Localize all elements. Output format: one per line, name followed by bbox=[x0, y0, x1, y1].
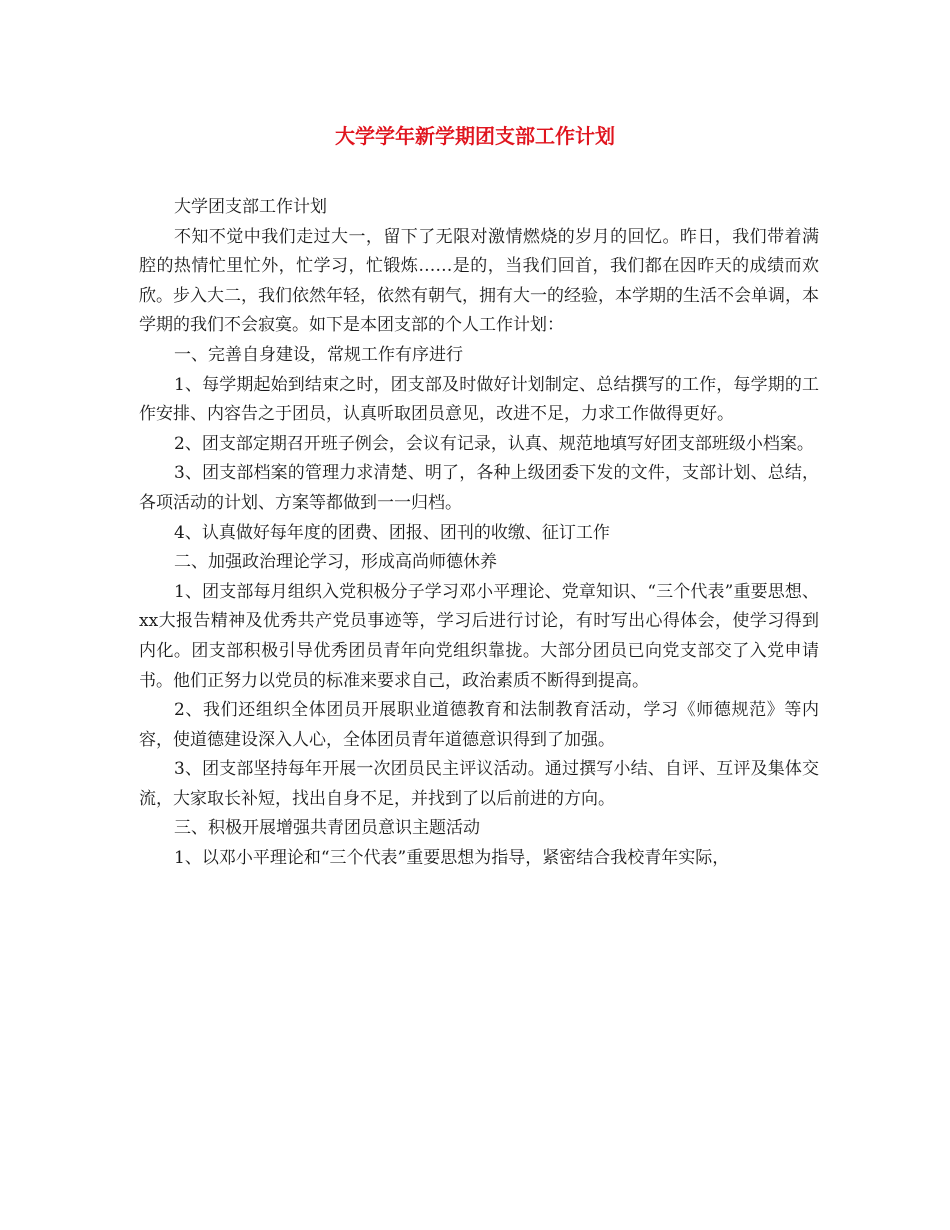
paragraph: 1、每学期起始到结束之时，团支部及时做好计划制定、总结撰写的工作，每学期的工作安排、内容告之于团员，认真听取团员意见，改进不足，力求工作做得更好。 bbox=[139, 374, 819, 425]
document-body bbox=[139, 193, 819, 874]
paragraph: 1、团支部每月组织入党积极分子学习邓小平理论、党章知识、“三个代表”重要思想、xx大报告精神及优秀共产党员事迹等，学习后进行讨论，有时写出心得体会，使学习得到内化。团支部积极引导优秀团员青年向党组织靠拢。大部分团员已向党支部交了入党申请书。他们正努力以党员的标准来要求自己，政治素质不断得到提高。 bbox=[139, 581, 819, 691]
section-heading-1: 一、完善自身建设，常规工作有序进行 bbox=[174, 344, 463, 365]
paragraph: 2、团支部定期召开班子例会，会议有记录，认真、规范地填写好团支部班级小档案。 bbox=[174, 433, 814, 454]
section-heading-2: 二、加强政治理论学习，形成高尚师德休养 bbox=[174, 552, 497, 573]
document-title: 大学学年新学期团支部工作计划 bbox=[335, 124, 615, 148]
paragraph: 4、认真做好每年度的团费、团报、团刊的收缴、征订工作 bbox=[174, 522, 610, 543]
paragraph: 3、团支部坚持每年开展一次团员民主评议活动。通过撰写小结、自评、互评及集体交流，大家取长补短，找出自身不足，并找到了以后前进的方向。 bbox=[139, 759, 819, 809]
paragraph-subtitle: 大学团支部工作计划 bbox=[174, 197, 327, 217]
paragraph: 1、以邓小平理论和“三个代表”重要思想为指导，紧密结合我校青年实际， bbox=[174, 848, 730, 869]
paragraph-intro: 不知不觉中我们走过大一，留下了无限对激情燃烧的岁月的回忆。昨日，我们带着满腔的热情忙里忙外，忙学习，忙锻炼……是的，当我们回首，我们都在因昨天的成绩而欢欣。步入大二，我们依然年轻，依然有朝气，拥有大一的经验，本学期的生活不会单调，本学期的我们不会寂寞。如下是本团支部的个人工作计划： bbox=[139, 226, 819, 336]
paragraph: 3、团支部档案的管理力求清楚、明了，各种上级团委下发的文件，支部计划、总结，各项活动的计划、方案等都做到一一归档。 bbox=[139, 463, 819, 513]
paragraph: 2、我们还组织全体团员开展职业道德教育和法制教育活动，学习《师德规范》等内容，使道德建设深入人心，全体团员青年道德意识得到了加强。 bbox=[139, 700, 819, 750]
section-heading-3: 三、积极开展增强共青团员意识主题活动 bbox=[174, 818, 480, 839]
